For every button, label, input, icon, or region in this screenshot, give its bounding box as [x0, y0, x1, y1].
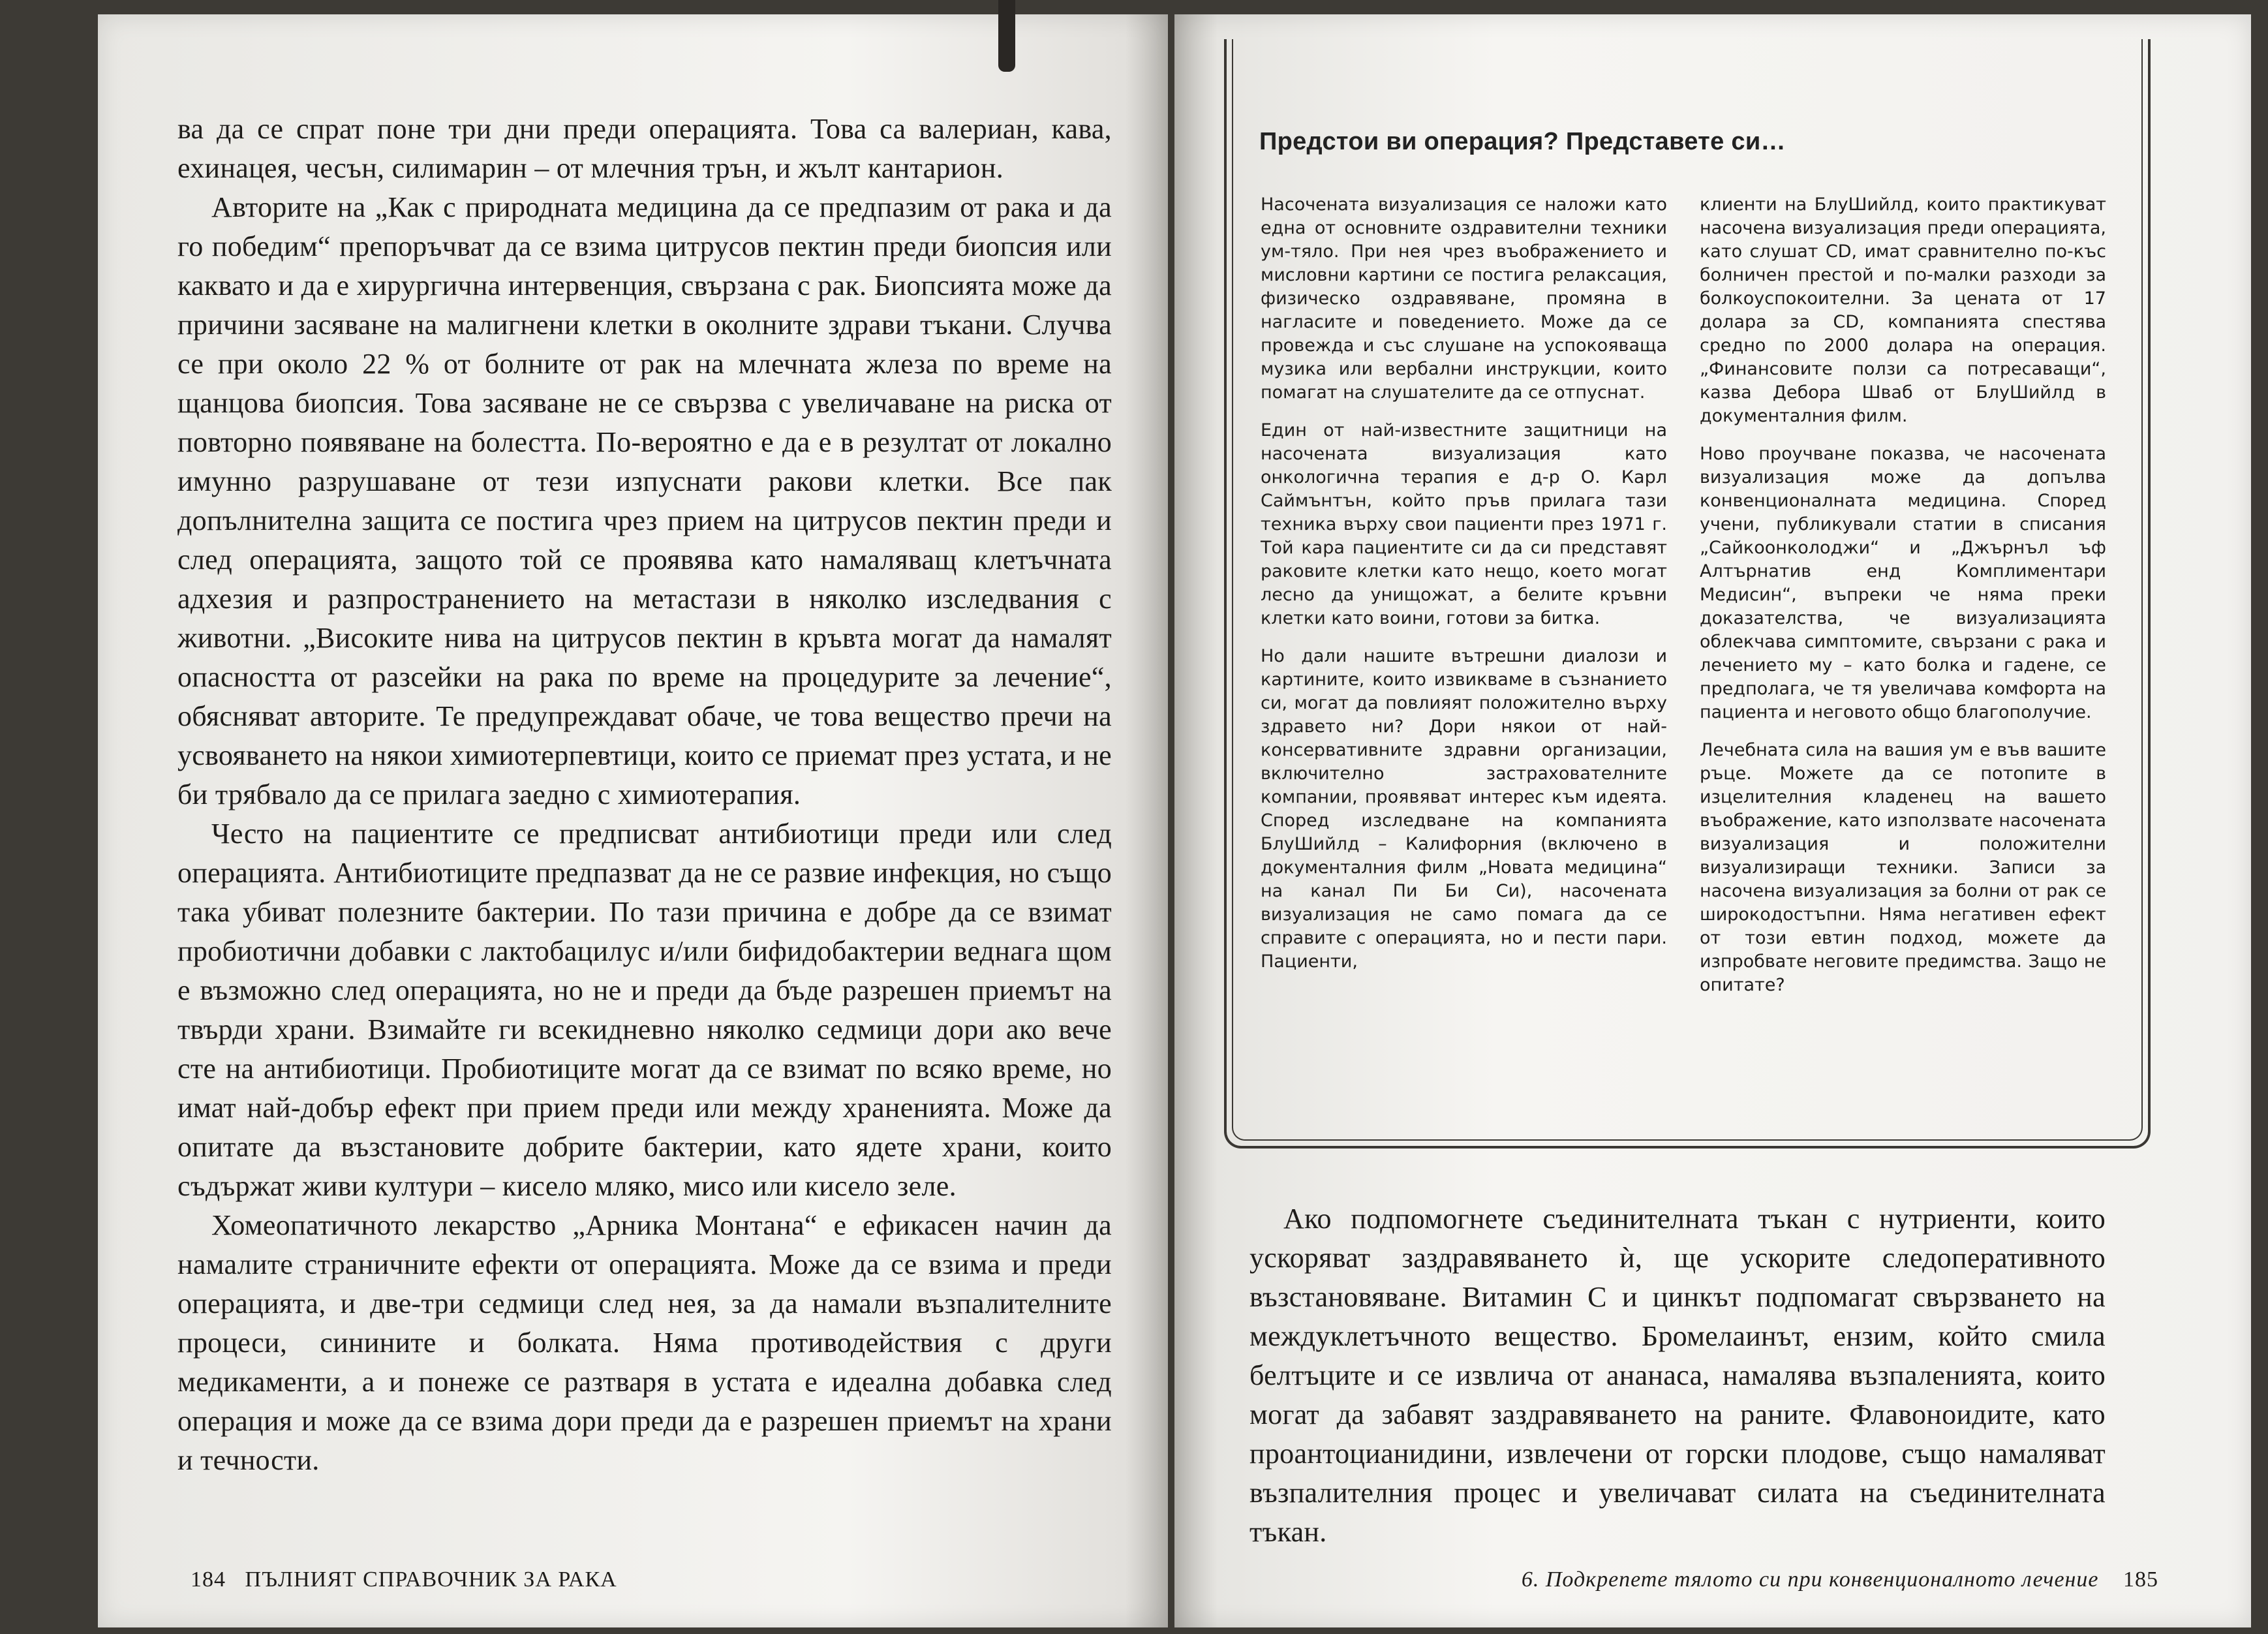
- sidebar-title: Предстои ви операция? Представете си…: [1259, 128, 1786, 155]
- page-number: 184: [191, 1567, 226, 1592]
- sidebar-paragraph: клиенти на БлуШийлд, които практикуват насочена визуализация преди операцията, като слушат CD, имат сравнително по-къс болничен престой и по-малки разходи за болкоуспокоителни. За цената от 17 долара за CD, компанията спестява средно по 2000 долара на операция. „Финансовите ползи са потресаващи“, казва Дебора Шваб от БлуШийлд в документалния филм.: [1700, 194, 2106, 426]
- book-title: ПЪЛНИЯТ СПРАВОЧНИК ЗА РАКА: [245, 1567, 617, 1592]
- paragraph: Ако подпомогнете съединителната тъкан с нутриенти, които ускоряват заздравяването ѝ, ще ускорите следоперативното възстановяване. Витамин С и цинкът подпомагат свързването на междуклетъчното вещество. Бромелаинът, ензим, който смила белтъците и се извлича от ананаса, намалява възпаленията, които могат да забавят заздравяването на раните. Флавоноидите, като проантоцианидини, извлечени от горски плодове, също намаляват възпалителния процес и увеличават силата на съединителната тъкан.: [1249, 1203, 2106, 1548]
- paragraph: Хомеопатичното лекарство „Арника Монтана“ е ефикасен начин да намалите страничните ефекти от операцията. Може да се взима и преди операцията, и две-три седмици след нея, за да намали възпалителните процеси, синините и болката. Няма противодействия с други медикаменти, а и понеже се разтваря в устата е идеална добавка след операция и може да се взима дори преди да е разрешен приемът на храни и течности.: [177, 1209, 1112, 1476]
- paragraph: Авторите на „Как с природната медицина да се предпазим от рака и да го победим“ препоръчват да се взима цитрусов пектин преди биопсия или каквато и да е хирургична интервенция, свързана с рак. Биопсията може да причини засяване на малигнени клетки в околните здрави тъкани. Случва се при около 22 % от болните от рак на млечната жлеза по време на щанцова биопсия. Това засяване не се свързва с увеличаване на риска от повторно появяване на болестта. По-вероятно е да е в резултат от локално имунно разрушаване от тези изпуснати ракови клетки. Все пак допълнителна защита се постига чрез прием на цитрусов пектин преди и след операцията, защото той се проявява като намаляващ клетъчната адхезия и разпространението на метастази в няколко изследвания с животни. „Високите нива на цитрусов пектин в кръвта могат да намалят опасността от разсейки на рака по време на процедурите за лечение“, обясняват авторите. Те предупреждават обаче, че това вещество пречи на усвояването на някои химиотерпевтици, които се приемат през устата, и не би трябвало да се прилага заедно с химиотерапия.: [177, 191, 1112, 810]
- sidebar-paragraph: Лечебната сила на вашия ум е във вашите ръце. Можете да се потопите в изцелителния кладенец на вашето въображение, като използвате насочената визуализация и положителни визуализиращи техники. Записи за насочена визуализация за болни от рак се широкодостъпни. Няма негативен ефект от този евтин подход, можете да изпробвате неговите предимства. Защо не опитате?: [1700, 740, 2106, 995]
- chapter-title: 6. Подкрепете тялото си при конвенционалното лечение: [1521, 1567, 2099, 1592]
- sidebar-column-left: [1261, 193, 1667, 988]
- bookmark-ribbon: [998, 0, 1015, 72]
- sidebar-paragraph: Един от най-известните защитници на насочената визуализация като онкологична терапия е д-р О. Карл Саймънтън, който пръв прилага тази техника върху свои пациенти през 1971 г. Той кара пациентите си да си представят раковите клетки като нещо, което могат лесно да унищожат, а белите кръвни клетки като воини, готови за битка.: [1261, 420, 1667, 628]
- right-page-body: [1249, 1199, 2106, 1552]
- left-page-footer: [191, 1567, 617, 1592]
- sidebar-paragraph: Насочената визуализация се наложи като една от основните оздравителни техники ум-тяло. При нея чрез въображението и мисловни картини се постига релаксация, физическо оздравяване, промяна в нагласите и поведението. Може да се провежда и със слушане на успокояваща музика или вербални инструкции, които помагат на слушателите да се отпуснат.: [1261, 194, 1667, 403]
- sidebar-paragraph: Ново проучване показва, че насочената визуализация може да допълва конвенционалната медицина. Според учени, публикували статии в списания „Сайкоонколоджи“ и „Джърнъл ъф Алтърнатив енд Комплиментари Медисин“, въпреки че няма преки доказателства, че визуализацията облекчава симптомите, свързани с рака и лечението му – като болка и гадене, се предполага, че тя увеличава комфорта на пациента и неговото общо благополучие.: [1700, 444, 2106, 722]
- paragraph: Често на пациентите се предписват антибиотици преди или след операцията. Антибиотиците предпазват да не се развие инфекция, но също така убиват полезните бактерии. По тази причина е добре да се взимат пробиотични добавки с лактобацилус и/или бифидобактерии веднага щом е възможно след операцията, но не и преди да бъде разрешен приемът на твърди храни. Взимайте ги всекидневно няколко седмици дори ако вече сте на антибиотици. Пробиотиците могат да се взимат по всяко време, но имат най-добър ефект при прием преди или между храненията. Може да опитате да възстановите добрите бактерии, като ядете храни, които съдържат живи култури – кисело мляко, мисо или кисело зеле.: [177, 818, 1112, 1202]
- page-number: 185: [2123, 1567, 2158, 1592]
- sidebar-paragraph: Но дали нашите вътрешни диалози и картините, които извикваме в съзнанието си, могат да повлияят положително върху здравето ни? Дори някои от най-консервативните здравни организации, включително застрахователните компании, проявяват интерес към идеята. Според изследване на компанията БлуШийлд – Калифорния (включено в документалния филм „Новата медицина“ на канал Пи Би Си), насочената визуализация не само помага да се справите с операцията, но и пести пари. Пациенти,: [1261, 646, 1667, 972]
- left-page-body: [177, 110, 1112, 1480]
- right-page-footer: [1501, 1567, 2158, 1592]
- sidebar-column-right: [1700, 193, 2106, 1011]
- paragraph: ва да се спрат поне три дни преди операцията. Това са валериан, кава, ехинацея, чесън, силимарин – от млечния трън, и жълт кантарион.: [177, 113, 1112, 184]
